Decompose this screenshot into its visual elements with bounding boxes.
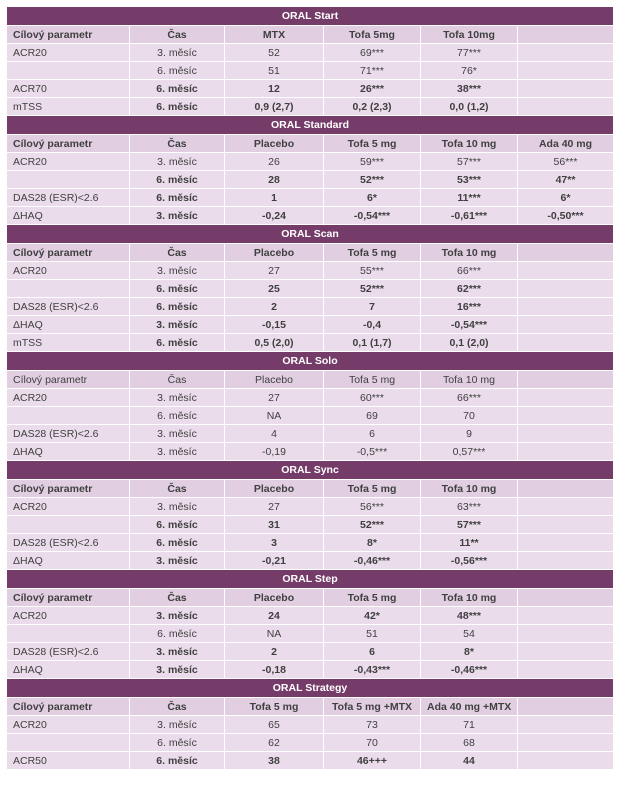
column-header: MTX [225, 26, 324, 44]
empty-cell [518, 425, 614, 443]
section-title: ORAL Strategy [7, 679, 614, 698]
value-cell: 2 [225, 298, 324, 316]
time-cell: 6. měsíc [130, 625, 225, 643]
value-cell: 28 [225, 171, 324, 189]
time-cell: 6. měsíc [130, 407, 225, 425]
parameter-cell: mTSS [7, 334, 130, 352]
table-row [7, 389, 614, 407]
value-cell: 0,1 (1,7) [324, 334, 421, 352]
value-cell: NA [225, 407, 324, 425]
column-header: Tofa 10 mg [421, 589, 518, 607]
parameter-cell: ACR20 [7, 716, 130, 734]
value-cell: -0,5*** [324, 443, 421, 461]
empty-cell [518, 44, 614, 62]
value-cell: 8* [324, 534, 421, 552]
column-header: Tofa 5 mg [324, 480, 421, 498]
value-cell: 6* [324, 189, 421, 207]
value-cell: -0,54*** [324, 207, 421, 225]
value-cell: 77*** [421, 44, 518, 62]
value-cell: 6* [518, 189, 614, 207]
value-cell: 6 [324, 643, 421, 661]
parameter-cell [7, 407, 130, 425]
column-header-row [7, 26, 614, 44]
table-row [7, 62, 614, 80]
value-cell: 52 [225, 44, 324, 62]
column-header: Tofa 5mg [324, 26, 421, 44]
table-row [7, 734, 614, 752]
value-cell: 62*** [421, 280, 518, 298]
value-cell: 60*** [324, 389, 421, 407]
parameter-cell: ACR20 [7, 262, 130, 280]
column-header [518, 26, 614, 44]
value-cell: 38*** [421, 80, 518, 98]
column-header: Čas [130, 589, 225, 607]
column-header: Čas [130, 26, 225, 44]
time-cell: 6. měsíc [130, 62, 225, 80]
empty-cell [518, 516, 614, 534]
column-header: Čas [130, 135, 225, 153]
section-title-row [7, 352, 614, 371]
empty-cell [518, 298, 614, 316]
value-cell: 63*** [421, 498, 518, 516]
empty-cell [518, 262, 614, 280]
value-cell: -0,56*** [421, 552, 518, 570]
time-cell: 3. měsíc [130, 425, 225, 443]
column-header [518, 371, 614, 389]
parameter-cell: mTSS [7, 98, 130, 116]
value-cell: 70 [421, 407, 518, 425]
table-row [7, 280, 614, 298]
column-header-row [7, 244, 614, 262]
column-header: Tofa 5 mg +MTX [324, 698, 421, 716]
time-cell: 6. měsíc [130, 298, 225, 316]
section-title: ORAL Scan [7, 225, 614, 244]
parameter-cell [7, 516, 130, 534]
section-title-row [7, 679, 614, 698]
empty-cell [518, 334, 614, 352]
value-cell: 1 [225, 189, 324, 207]
time-cell: 3. měsíc [130, 207, 225, 225]
value-cell: 65 [225, 716, 324, 734]
value-cell: 11** [421, 534, 518, 552]
empty-cell [518, 734, 614, 752]
column-header-row [7, 589, 614, 607]
column-header: Tofa 10 mg [421, 371, 518, 389]
value-cell: 48*** [421, 607, 518, 625]
time-cell: 3. měsíc [130, 389, 225, 407]
parameter-cell: ΔHAQ [7, 207, 130, 225]
parameter-cell: DAS28 (ESR)<2.6 [7, 298, 130, 316]
value-cell: 69 [324, 407, 421, 425]
value-cell: 47** [518, 171, 614, 189]
value-cell: 26 [225, 153, 324, 171]
table-row [7, 44, 614, 62]
table-row [7, 316, 614, 334]
value-cell: -0,19 [225, 443, 324, 461]
empty-cell [518, 316, 614, 334]
time-cell: 6. měsíc [130, 534, 225, 552]
empty-cell [518, 643, 614, 661]
parameter-cell: ACR20 [7, 44, 130, 62]
empty-cell [518, 607, 614, 625]
time-cell: 3. měsíc [130, 443, 225, 461]
parameter-cell: ACR20 [7, 153, 130, 171]
column-header: Cílový parametr [7, 480, 130, 498]
value-cell: 62 [225, 734, 324, 752]
value-cell: -0,54*** [421, 316, 518, 334]
value-cell: 25 [225, 280, 324, 298]
column-header: Tofa 5 mg [324, 244, 421, 262]
table-row [7, 716, 614, 734]
table-row [7, 207, 614, 225]
section-title-row [7, 570, 614, 589]
value-cell: 7 [324, 298, 421, 316]
table-row [7, 607, 614, 625]
parameter-cell: ACR20 [7, 498, 130, 516]
section-title: ORAL Solo [7, 352, 614, 371]
value-cell: 54 [421, 625, 518, 643]
value-cell: 66*** [421, 389, 518, 407]
value-cell: -0,46*** [421, 661, 518, 679]
empty-cell [518, 552, 614, 570]
table-row [7, 171, 614, 189]
column-header: Placebo [225, 480, 324, 498]
column-header [518, 698, 614, 716]
value-cell: 8* [421, 643, 518, 661]
column-header: Placebo [225, 244, 324, 262]
parameter-cell: DAS28 (ESR)<2.6 [7, 425, 130, 443]
parameter-cell [7, 280, 130, 298]
column-header: Tofa 5 mg [324, 589, 421, 607]
value-cell: 11*** [421, 189, 518, 207]
time-cell: 3. měsíc [130, 661, 225, 679]
section-title-row [7, 461, 614, 480]
time-cell: 3. měsíc [130, 153, 225, 171]
value-cell: 42* [324, 607, 421, 625]
time-cell: 6. měsíc [130, 734, 225, 752]
value-cell: 52*** [324, 516, 421, 534]
time-cell: 3. měsíc [130, 262, 225, 280]
empty-cell [518, 62, 614, 80]
parameter-cell [7, 171, 130, 189]
value-cell: 27 [225, 262, 324, 280]
empty-cell [518, 98, 614, 116]
value-cell: 44 [421, 752, 518, 770]
empty-cell [518, 661, 614, 679]
parameter-cell: ΔHAQ [7, 661, 130, 679]
value-cell: 59*** [324, 153, 421, 171]
value-cell: 0,0 (1,2) [421, 98, 518, 116]
time-cell: 3. měsíc [130, 607, 225, 625]
value-cell: 46+++ [324, 752, 421, 770]
value-cell: 4 [225, 425, 324, 443]
table-row [7, 661, 614, 679]
column-header: Čas [130, 480, 225, 498]
column-header: Tofa 5 mg [225, 698, 324, 716]
column-header: Tofa 10mg [421, 26, 518, 44]
column-header: Cílový parametr [7, 26, 130, 44]
table-row [7, 534, 614, 552]
table-row [7, 625, 614, 643]
parameter-cell: ACR50 [7, 752, 130, 770]
value-cell: 71*** [324, 62, 421, 80]
parameter-cell: DAS28 (ESR)<2.6 [7, 643, 130, 661]
table-row [7, 153, 614, 171]
column-header: Cílový parametr [7, 698, 130, 716]
empty-cell [518, 625, 614, 643]
empty-cell [518, 498, 614, 516]
table-row [7, 189, 614, 207]
empty-cell [518, 407, 614, 425]
column-header: Ada 40 mg [518, 135, 614, 153]
value-cell: -0,43*** [324, 661, 421, 679]
column-header: Tofa 10 mg [421, 244, 518, 262]
column-header: Cílový parametr [7, 589, 130, 607]
value-cell: 76* [421, 62, 518, 80]
value-cell: 68 [421, 734, 518, 752]
value-cell: 3 [225, 534, 324, 552]
empty-cell [518, 280, 614, 298]
time-cell: 6. měsíc [130, 752, 225, 770]
table-row [7, 98, 614, 116]
time-cell: 6. měsíc [130, 189, 225, 207]
value-cell: 55*** [324, 262, 421, 280]
parameter-cell: ΔHAQ [7, 443, 130, 461]
value-cell: -0,18 [225, 661, 324, 679]
time-cell: 6. měsíc [130, 516, 225, 534]
value-cell: 12 [225, 80, 324, 98]
value-cell: 52*** [324, 280, 421, 298]
parameter-cell: DAS28 (ESR)<2.6 [7, 189, 130, 207]
column-header: Tofa 5 mg [324, 371, 421, 389]
value-cell: 51 [225, 62, 324, 80]
section-title-row [7, 116, 614, 135]
column-header: Čas [130, 698, 225, 716]
table-row [7, 425, 614, 443]
time-cell: 3. měsíc [130, 498, 225, 516]
section-title-row [7, 225, 614, 244]
value-cell: 52*** [324, 171, 421, 189]
value-cell: -0,24 [225, 207, 324, 225]
parameter-cell: DAS28 (ESR)<2.6 [7, 534, 130, 552]
value-cell: 27 [225, 389, 324, 407]
column-header [518, 480, 614, 498]
value-cell: 69*** [324, 44, 421, 62]
column-header: Cílový parametr [7, 135, 130, 153]
parameter-cell [7, 625, 130, 643]
value-cell: 0,5 (2,0) [225, 334, 324, 352]
time-cell: 6. měsíc [130, 98, 225, 116]
parameter-cell: ACR70 [7, 80, 130, 98]
value-cell: 6 [324, 425, 421, 443]
value-cell: 57*** [421, 516, 518, 534]
time-cell: 3. měsíc [130, 44, 225, 62]
value-cell: 56*** [324, 498, 421, 516]
table-row [7, 443, 614, 461]
value-cell: 2 [225, 643, 324, 661]
table-row [7, 516, 614, 534]
empty-cell [518, 443, 614, 461]
empty-cell [518, 752, 614, 770]
column-header-row [7, 698, 614, 716]
column-header: Cílový parametr [7, 371, 130, 389]
value-cell: -0,21 [225, 552, 324, 570]
value-cell: 27 [225, 498, 324, 516]
value-cell: -0,4 [324, 316, 421, 334]
column-header-row [7, 480, 614, 498]
table-row [7, 80, 614, 98]
value-cell: 38 [225, 752, 324, 770]
parameter-cell: ACR20 [7, 607, 130, 625]
column-header-row [7, 371, 614, 389]
table-row [7, 334, 614, 352]
column-header: Cílový parametr [7, 244, 130, 262]
time-cell: 3. měsíc [130, 316, 225, 334]
time-cell: 6. měsíc [130, 80, 225, 98]
column-header [518, 589, 614, 607]
empty-cell [518, 716, 614, 734]
empty-cell [518, 80, 614, 98]
column-header: Placebo [225, 135, 324, 153]
value-cell: 53*** [421, 171, 518, 189]
value-cell: -0,15 [225, 316, 324, 334]
value-cell: 71 [421, 716, 518, 734]
table-row [7, 643, 614, 661]
value-cell: 56*** [518, 153, 614, 171]
value-cell: 31 [225, 516, 324, 534]
value-cell: 9 [421, 425, 518, 443]
table-row [7, 552, 614, 570]
parameter-cell [7, 734, 130, 752]
column-header: Tofa 10 mg [421, 135, 518, 153]
section-title: ORAL Step [7, 570, 614, 589]
empty-cell [518, 389, 614, 407]
section-title: ORAL Start [7, 7, 614, 26]
value-cell: 73 [324, 716, 421, 734]
parameter-cell: ΔHAQ [7, 552, 130, 570]
value-cell: -0,50*** [518, 207, 614, 225]
value-cell: -0,61*** [421, 207, 518, 225]
table-row [7, 298, 614, 316]
oral-trials-table [6, 6, 614, 770]
table-row [7, 407, 614, 425]
value-cell: NA [225, 625, 324, 643]
column-header: Čas [130, 371, 225, 389]
value-cell: 0,2 (2,3) [324, 98, 421, 116]
value-cell: 24 [225, 607, 324, 625]
value-cell: 0,9 (2,7) [225, 98, 324, 116]
time-cell: 3. měsíc [130, 643, 225, 661]
value-cell: 70 [324, 734, 421, 752]
value-cell: 57*** [421, 153, 518, 171]
parameter-cell [7, 62, 130, 80]
value-cell: -0,46*** [324, 552, 421, 570]
parameter-cell: ACR20 [7, 389, 130, 407]
column-header: Placebo [225, 371, 324, 389]
section-title: ORAL Sync [7, 461, 614, 480]
value-cell: 66*** [421, 262, 518, 280]
table-row [7, 262, 614, 280]
column-header-row [7, 135, 614, 153]
table-row [7, 752, 614, 770]
empty-cell [518, 534, 614, 552]
value-cell: 16*** [421, 298, 518, 316]
section-title: ORAL Standard [7, 116, 614, 135]
column-header: Placebo [225, 589, 324, 607]
column-header: Tofa 10 mg [421, 480, 518, 498]
time-cell: 3. měsíc [130, 552, 225, 570]
column-header: Tofa 5 mg [324, 135, 421, 153]
time-cell: 3. měsíc [130, 716, 225, 734]
column-header [518, 244, 614, 262]
value-cell: 0,57*** [421, 443, 518, 461]
value-cell: 26*** [324, 80, 421, 98]
time-cell: 6. měsíc [130, 171, 225, 189]
parameter-cell: ΔHAQ [7, 316, 130, 334]
time-cell: 6. měsíc [130, 334, 225, 352]
table-row [7, 498, 614, 516]
section-title-row [7, 7, 614, 26]
value-cell: 0,1 (2,0) [421, 334, 518, 352]
column-header: Ada 40 mg +MTX [421, 698, 518, 716]
time-cell: 6. měsíc [130, 280, 225, 298]
value-cell: 51 [324, 625, 421, 643]
column-header: Čas [130, 244, 225, 262]
